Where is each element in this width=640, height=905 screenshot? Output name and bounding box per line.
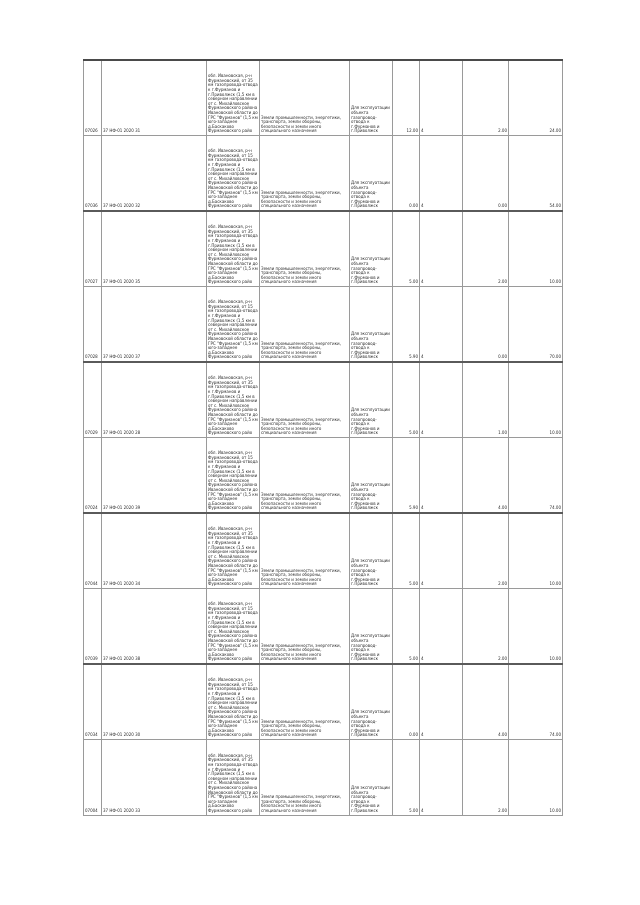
permitted-use: Для эксплуатации объекта газопровод-отвода к г.Фурманов и г.Приволжск — [351, 482, 390, 511]
permitted-use: Для эксплуатации объекта газопровод-отвода к г.Фурманов и г.Приволжск — [351, 633, 390, 662]
land-category-cell — [260, 60, 350, 136]
value-4-cell — [509, 740, 563, 816]
parcel-address: обл. Ивановская, р-н Фурмановский, от 15 км газопровода-отвода к г.Фурманов и г.Приволжск (1,5 км в северном направлении от с. Михайловское Фурмановского района Ивановской области до ГРС "Фурманов" (1,5 км юго-западнее д.Баскаково Фурмановского райо — [208, 148, 258, 209]
record-id-cell — [84, 136, 102, 212]
value-2-cell — [420, 438, 463, 514]
value-4: 24.00 — [549, 128, 561, 134]
value-2: 4 — [421, 430, 424, 436]
land-category-cell — [260, 136, 350, 212]
table-row — [84, 136, 563, 212]
value-4-cell — [509, 589, 563, 665]
value-2: 4 — [421, 128, 424, 134]
permitted-use-cell — [350, 438, 393, 514]
value-1: 12.00 — [406, 128, 418, 134]
value-4: 74.00 — [549, 505, 561, 511]
parcel-address: обл. Ивановская, р-н Фурмановский, от 15 км газопровода-отвода к г.Фурманов и г.Приволжск (1,5 км в северном направлении от с. Михайловское Фурмановского района Ивановской области до ГРС "Фурманов" (1,5 км юго-западнее д.Баскаково Фурмановского райо — [208, 299, 258, 360]
parcel-address: обл. Ивановская, р-н Фурмановский, от 35 км газопровода-отвода к г.Фурманов и г.Приволжск (1,5 км в северном направлении от с. Михайловское Фурмановского района Ивановской области до ГРС "Фурманов" (1,5 км юго-западнее д.Баскаково Фурмановского райо — [208, 752, 258, 813]
land-category: Земли промышленности, энергетики, транспорта, земли обороны, безопасности и земли иного специального назначения — [261, 567, 341, 587]
value-1: 0.00 — [409, 732, 418, 738]
parcel-address: обл. Ивановская, р-н Фурмановский, от 35 км газопровода-отвода к г.Фурманов и г.Приволжск (1,5 км в северном направлении от с. Михайловское Фурмановского района Ивановской области до ГРС "Фурманов" (1,5 км юго-западнее д.Баскаково Фурмановского райо — [208, 73, 258, 134]
registration-number: 37 НФ-01 2020 35 — [103, 279, 141, 285]
parcel-address: обл. Ивановская, р-н Фурмановский, от 35 км газопровода-отвода к г.Фурманов и г.Приволжск (1,5 км в северном направлении от с. Михайловское Фурмановского района Ивановской области до ГРС "Фурманов" (1,5 км юго-западнее д.Баскаково Фурмановского райо — [208, 526, 258, 587]
parcel-address-cell — [207, 362, 260, 438]
value-4-cell — [509, 438, 563, 514]
parcel-address-cell — [207, 60, 260, 136]
value-3-cell — [463, 589, 509, 665]
land-category: Земли промышленности, энергетики, транспорта, земли обороны, безопасности и земли иного специального назначения — [261, 642, 341, 662]
value-3: 2.00 — [498, 581, 507, 587]
permitted-use-cell — [350, 362, 393, 438]
value-1-cell — [393, 740, 420, 816]
value-4: 10.00 — [549, 430, 561, 436]
permitted-use: Для эксплуатации объекта газопровод-отвода к г.Фурманов и г.Приволжск — [351, 558, 390, 587]
value-4: 10.00 — [549, 656, 561, 662]
permitted-use-cell — [350, 211, 393, 287]
table-row — [84, 287, 563, 363]
record-id: 07044 — [85, 581, 98, 587]
value-3-cell — [463, 362, 509, 438]
permitted-use: Для эксплуатации объекта газопровод-отвода к г.Фурманов и г.Приволжск — [351, 784, 390, 813]
value-4: 10.00 — [549, 807, 561, 813]
record-id-cell — [84, 740, 102, 816]
registration-number-cell — [102, 740, 207, 816]
value-2: 4 — [421, 505, 424, 511]
value-2: 4 — [421, 732, 424, 738]
value-1: 5.00 — [409, 279, 418, 285]
registration-number-cell — [102, 589, 207, 665]
value-2-cell — [420, 211, 463, 287]
parcel-address-cell — [207, 740, 260, 816]
value-1: 5.00 — [409, 656, 418, 662]
value-3: 2.00 — [498, 807, 507, 813]
value-1: 5.00 — [409, 807, 418, 813]
record-id-cell — [84, 438, 102, 514]
parcel-address: обл. Ивановская, р-н Фурмановский, от 35 км газопровода-отвода к г.Фурманов и г.Приволжск (1,5 км в северном направлении от с. Михайловское Фурмановского района Ивановской области до ГРС "Фурманов" (1,5 км юго-западнее д.Баскаково Фурмановского райо — [208, 375, 258, 436]
record-id: 07039 — [85, 656, 98, 662]
registration-number-cell — [102, 438, 207, 514]
land-register-table — [83, 59, 563, 816]
value-4-cell — [509, 136, 563, 212]
value-3: 4.00 — [498, 505, 507, 511]
record-id-cell — [84, 60, 102, 136]
value-1: 5.00 — [409, 430, 418, 436]
value-4: 10.00 — [549, 279, 561, 285]
value-3-cell — [463, 438, 509, 514]
value-2-cell — [420, 287, 463, 363]
value-2: 4 — [421, 203, 424, 209]
registration-number: 37 НФ-01 2020 28 — [103, 430, 141, 436]
value-1-cell — [393, 589, 420, 665]
registration-number-cell — [102, 362, 207, 438]
value-2-cell — [420, 60, 463, 136]
land-category-cell — [260, 740, 350, 816]
value-1-cell — [393, 136, 420, 212]
record-id: 07026 — [85, 128, 98, 134]
record-id-cell — [84, 664, 102, 740]
land-category: Земли промышленности, энергетики, транспорта, земли обороны, безопасности и земли иного специального назначения — [261, 265, 341, 285]
value-1-cell — [393, 287, 420, 363]
value-3: 2.00 — [498, 656, 507, 662]
value-3-cell — [463, 211, 509, 287]
registration-number-cell — [102, 136, 207, 212]
land-category-cell — [260, 287, 350, 363]
parcel-address-cell — [207, 136, 260, 212]
value-4-cell — [509, 664, 563, 740]
value-2-cell — [420, 664, 463, 740]
value-1-cell — [393, 664, 420, 740]
value-4: 54.00 — [549, 203, 561, 209]
record-id-cell — [84, 589, 102, 665]
value-3-cell — [463, 740, 509, 816]
value-2-cell — [420, 136, 463, 212]
permitted-use-cell — [350, 589, 393, 665]
record-id: 07029 — [85, 430, 98, 436]
value-1-cell — [393, 438, 420, 514]
land-category: Земли промышленности, энергетики, транспорта, земли обороны, безопасности и земли иного специального назначения — [261, 794, 341, 813]
land-category: Земли промышленности, энергетики, транспорта, земли обороны, безопасности и земли иного специального назначения — [261, 416, 341, 436]
registration-number: 37 НФ-01 2020 38 — [103, 656, 141, 662]
value-3: 2.00 — [498, 128, 507, 134]
land-category-cell — [260, 589, 350, 665]
value-4: 74.00 — [549, 732, 561, 738]
value-1-cell — [393, 211, 420, 287]
value-4: 70.00 — [549, 354, 561, 360]
permitted-use: Для эксплуатации объекта газопровод-отвода к г.Фурманов и г.Приволжск — [351, 180, 390, 209]
land-category: Земли промышленности, энергетики, транспорта, земли обороны, безопасности и земли иного специального назначения — [261, 114, 341, 134]
value-2: 4 — [421, 807, 424, 813]
registration-number-cell — [102, 211, 207, 287]
parcel-address-cell — [207, 664, 260, 740]
record-id-cell — [84, 362, 102, 438]
table-row — [84, 589, 563, 665]
value-1: 5.90 — [409, 505, 418, 511]
value-3-cell — [463, 287, 509, 363]
value-1-cell — [393, 513, 420, 589]
value-3: 2.00 — [498, 279, 507, 285]
registration-number-cell — [102, 287, 207, 363]
land-category-cell — [260, 362, 350, 438]
parcel-address-cell — [207, 438, 260, 514]
registration-number: 37 НФ-01 2020 30 — [103, 732, 141, 738]
value-3: 0.00 — [498, 203, 507, 209]
permitted-use-cell — [350, 60, 393, 136]
value-1: 0.00 — [409, 203, 418, 209]
table-row — [84, 211, 563, 287]
value-4-cell — [509, 362, 563, 438]
table-row — [84, 664, 563, 740]
value-2-cell — [420, 589, 463, 665]
permitted-use-cell — [350, 136, 393, 212]
table-row — [84, 60, 563, 136]
value-3: 1.00 — [498, 430, 507, 436]
registration-number: 37 НФ-01 2020 37 — [103, 354, 141, 360]
table-row — [84, 513, 563, 589]
parcel-address-cell — [207, 513, 260, 589]
value-3-cell — [463, 60, 509, 136]
value-3-cell — [463, 664, 509, 740]
value-2-cell — [420, 740, 463, 816]
record-id: 07028 — [85, 354, 98, 360]
record-id: 07024 — [85, 505, 98, 511]
permitted-use: Для эксплуатации объекта газопровод-отвода к г.Фурманов и г.Приволжск — [351, 407, 390, 436]
registration-number-cell — [102, 664, 207, 740]
value-2-cell — [420, 362, 463, 438]
value-3-cell — [463, 513, 509, 589]
land-category: Земли промышленности, энергетики, транспорта, земли обороны, безопасности и земли иного специального назначения — [261, 189, 341, 209]
value-1: 5.90 — [409, 354, 418, 360]
land-category-cell — [260, 438, 350, 514]
parcel-address-cell — [207, 287, 260, 363]
record-id: 07034 — [85, 732, 98, 738]
parcel-address-cell — [207, 589, 260, 665]
registration-number-cell — [102, 60, 207, 136]
record-id: 07027 — [85, 279, 98, 285]
land-category: Земли промышленности, энергетики, транспорта, земли обороны, безопасности и земли иного специального назначения — [261, 491, 341, 511]
value-4-cell — [509, 60, 563, 136]
value-4: 10.00 — [549, 581, 561, 587]
value-2: 4 — [421, 279, 424, 285]
permitted-use-cell — [350, 513, 393, 589]
permitted-use: Для эксплуатации объекта газопровод-отвода к г.Фурманов и г.Приволжск — [351, 331, 390, 360]
record-id-cell — [84, 513, 102, 589]
value-2-cell — [420, 513, 463, 589]
value-4-cell — [509, 513, 563, 589]
value-1-cell — [393, 362, 420, 438]
permitted-use: Для эксплуатации объекта газопровод-отвода к г.Фурманов и г.Приволжск — [351, 105, 390, 134]
registration-number-cell — [102, 513, 207, 589]
registration-number: 37 НФ-01 2020 34 — [103, 581, 141, 587]
value-2: 4 — [421, 354, 424, 360]
value-3: 4.00 — [498, 732, 507, 738]
value-4-cell — [509, 211, 563, 287]
value-1: 5.00 — [409, 581, 418, 587]
record-id-cell — [84, 211, 102, 287]
parcel-address-cell — [207, 211, 260, 287]
record-id: 07004 — [85, 807, 98, 813]
value-3: 0.00 — [498, 354, 507, 360]
registration-number: 37 НФ-01 2020 32 — [103, 203, 141, 209]
land-category-cell — [260, 211, 350, 287]
parcel-address: обл. Ивановская, р-н Фурмановский, от 15 км газопровода-отвода к г.Фурманов и г.Приволжск (1,5 км в северном направлении от с. Михайловское Фурмановского района Ивановской области до ГРС "Фурманов" (1,5 км юго-западнее д.Баскаково Фурмановского райо — [208, 450, 258, 511]
table-row — [84, 438, 563, 514]
registration-number: 37 НФ-01 2020 33 — [103, 807, 141, 813]
record-id: 07036 — [85, 203, 98, 209]
land-category: Земли промышленности, энергетики, транспорта, земли обороны, безопасности и земли иного специального назначения — [261, 340, 341, 360]
value-2: 4 — [421, 656, 424, 662]
value-4-cell — [509, 287, 563, 363]
permitted-use-cell — [350, 287, 393, 363]
registration-number: 37 НФ-01 2020 39 — [103, 505, 141, 511]
permitted-use: Для эксплуатации объекта газопровод-отвода к г.Фурманов и г.Приволжск — [351, 256, 390, 285]
land-category: Земли промышленности, энергетики, транспорта, земли обороны, безопасности и земли иного специального назначения — [261, 718, 341, 738]
value-1-cell — [393, 60, 420, 136]
parcel-address: обл. Ивановская, р-н Фурмановский, от 35 км газопровода-отвода к г.Фурманов и г.Приволжск (1,5 км в северном направлении от с. Михайловское Фурмановского района Ивановской области до ГРС "Фурманов" (1,5 км юго-западнее д.Баскаково Фурмановского райо — [208, 224, 258, 285]
parcel-address: обл. Ивановская, р-н Фурмановский, от 15 км газопровода-отвода к г.Фурманов и г.Приволжск (1,5 км в северном направлении от с. Михайловское Фурмановского района Ивановской области до ГРС "Фурманов" (1,5 км юго-западнее д.Баскаково Фурмановского райо — [208, 677, 258, 738]
permitted-use-cell — [350, 740, 393, 816]
registration-number: 37 НФ-01 2020 31 — [103, 128, 141, 134]
value-3-cell — [463, 136, 509, 212]
permitted-use-cell — [350, 664, 393, 740]
land-category-cell — [260, 664, 350, 740]
table-row — [84, 362, 563, 438]
permitted-use: Для эксплуатации объекта газопровод-отвода к г.Фурманов и г.Приволжск — [351, 709, 390, 738]
parcel-address: обл. Ивановская, р-н Фурмановский, от 15 км газопровода-отвода к г.Фурманов и г.Приволжск (1,5 км в северном направлении от с. Михайловское Фурмановского района Ивановской области до ГРС "Фурманов" (1,5 км юго-западнее д.Баскаково Фурмановского райо — [208, 601, 258, 662]
land-category-cell — [260, 513, 350, 589]
value-2: 4 — [421, 581, 424, 587]
record-id-cell — [84, 287, 102, 363]
table-row — [84, 740, 563, 816]
